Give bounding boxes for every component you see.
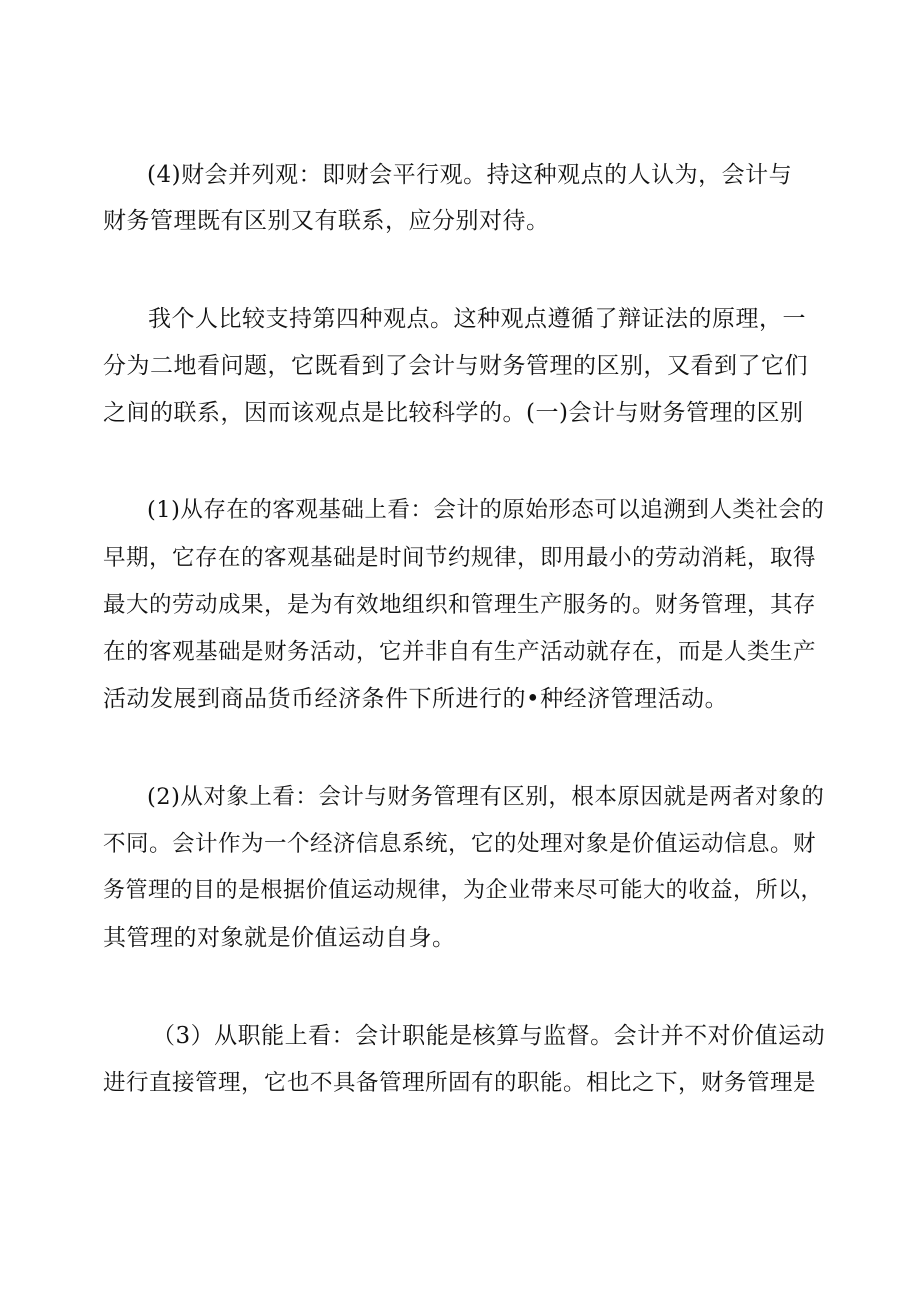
text-line: 务管理的目的是根据价值运动规律，为企业带来尽可能大的收益，所以， bbox=[103, 878, 824, 903]
text-line: 在的客观基础是财务活动，它并非自有生产活动就存在，而是人类生产 bbox=[103, 639, 817, 665]
text-line: 其管理的对象就是价值运动自身。 bbox=[103, 925, 456, 951]
text-line: (4)财会并列观：即财会平行观。持这种观点的人认为，会计与 bbox=[147, 162, 793, 188]
text-line: 之间的联系，因而该观点是比较科学的。(一)会计与财务管理的区别 bbox=[103, 400, 804, 426]
text-line: 进行直接管理，它也不具备管理所固有的职能。相比之下，财务管理是 bbox=[103, 1070, 817, 1096]
text-line: （3）从职能上看：会计职能是核算与监督。会计并不对价值运动 bbox=[152, 1023, 826, 1049]
text-line: (2)从对象上看：会计与财务管理有区别，根本原因就是两者对象的 bbox=[147, 784, 825, 810]
text-line: 不同。会计作为一个经济信息系统，它的处理对象是价值运动信息。财 bbox=[103, 831, 817, 857]
text-line: 分为二地看问题，它既看到了会计与财务管理的区别，又看到了它们 bbox=[103, 353, 808, 379]
text-line: 我个人比较支持第四种观点。这种观点遵循了辩证法的原理，一 bbox=[148, 306, 806, 332]
text-line: 早期，它存在的客观基础是时间节约规律，即用最小的劳动消耗，取得 bbox=[103, 545, 817, 571]
text-line: (1)从存在的客观基础上看：会计的原始形态可以追溯到人类社会的 bbox=[147, 497, 825, 523]
text-line: 最大的劳动成果，是为有效地组织和管理生产服务的。财务管理，其存 bbox=[103, 592, 817, 618]
text-line: 活动发展到商品货币经济条件下所进行的•种经济管理活动。 bbox=[103, 686, 729, 712]
text-line: 财务管理既有区别又有联系，应分别对待。 bbox=[103, 208, 550, 234]
